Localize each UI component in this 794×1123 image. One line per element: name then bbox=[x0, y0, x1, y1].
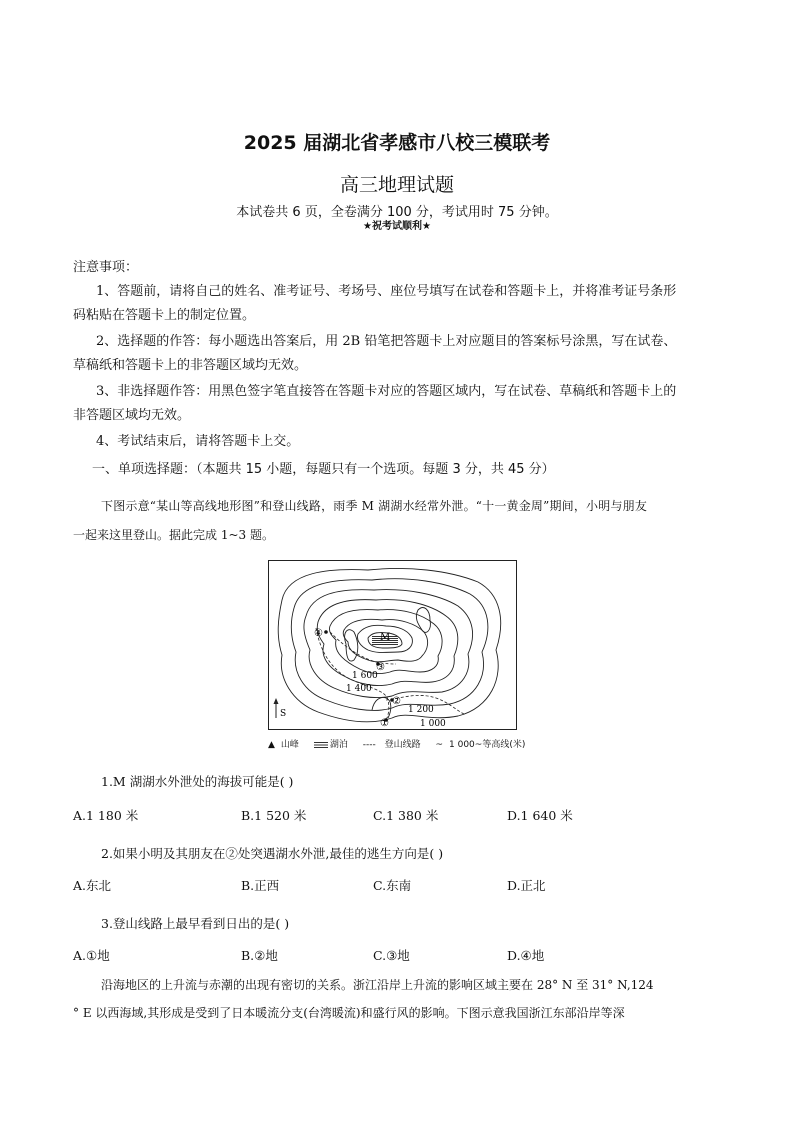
passage-intro-line1: 下图示意“某山等高线地形图”和登山线路，雨季 M 湖湖水经常外泄。“十一黄金周”期间，小明与朋友 bbox=[101, 499, 648, 513]
q2-option-d: D.正北 bbox=[507, 878, 546, 893]
passage-intro-line2: 一起来这里登山。据此完成 1~3 题。 bbox=[73, 528, 274, 542]
notice-item-4: 4、考试结束后，请将答题卡上交。 bbox=[96, 434, 300, 449]
exam-wish: ★祝考试顺利★ bbox=[363, 221, 431, 232]
q1-option-a: A.1 180 米 bbox=[73, 808, 139, 823]
q3-option-d: D.④地 bbox=[507, 948, 545, 963]
contour-map bbox=[268, 560, 517, 730]
point-label-1: ① bbox=[380, 718, 389, 729]
dashed-line-icon: ---- bbox=[362, 740, 376, 750]
q2-option-b: B.正西 bbox=[241, 878, 280, 893]
point-label-4: ④ bbox=[314, 628, 323, 639]
subject-title: 高三地理试题 bbox=[339, 174, 454, 196]
q1-option-d: D.1 640 米 bbox=[507, 808, 573, 823]
notice-item-1: 1、答题前，请将自己的姓名、准考证号、考场号、座位号填写在试卷和答题卡上，并将准考证号条形 bbox=[96, 284, 677, 299]
q2-option-c: C.东南 bbox=[373, 878, 412, 893]
question-1: 1.M 湖湖水外泄处的海拔可能是( ) bbox=[101, 774, 294, 789]
q1-option-b: B.1 520 米 bbox=[241, 808, 307, 823]
q1-option-c: C.1 380 米 bbox=[373, 808, 439, 823]
contour-label-1200: 1 200 bbox=[408, 705, 434, 715]
north-label: S bbox=[280, 709, 287, 719]
notice-item-2-cont: 草稿纸和答题卡上的非答题区域均无效。 bbox=[73, 358, 308, 373]
legend-contour: ~ 1 000~等高线(米) bbox=[435, 740, 526, 750]
exam-info: 本试卷共 6 页，全卷满分 100 分，考试用时 75 分钟。 bbox=[236, 205, 558, 220]
legend-lake: 湖泊 bbox=[314, 740, 354, 750]
q3-option-c: C.③地 bbox=[373, 948, 410, 963]
contour-label-1000: 1 000 bbox=[420, 719, 446, 729]
passage2-line2: ° E 以西海域,其形成是受到了日本暖流分支(台湾暖流)和盛行风的影响。下图示意我国浙江东部沿岸等深 bbox=[73, 1006, 625, 1020]
lake-hatch-icon bbox=[314, 741, 328, 748]
question-2: 2.如果小明及其朋友在②处突遇湖水外泄,最佳的逃生方向是( ) bbox=[101, 846, 444, 861]
point-label-3: ③ bbox=[376, 662, 385, 673]
contour-label-1600: 1 600 bbox=[352, 671, 378, 681]
peak-icon: ▲ bbox=[268, 740, 275, 750]
question-3: 3.登山线路上最早看到日出的是( ) bbox=[101, 916, 290, 931]
exam-title: 2025 届湖北省孝感市八校三模联考 bbox=[243, 132, 551, 154]
notice-item-3-cont: 非答题区域均无效。 bbox=[73, 408, 191, 423]
legend-route: ---- 登山线路 bbox=[362, 740, 421, 750]
notice-heading: 注意事项： bbox=[73, 260, 139, 275]
q2-option-a: A.东北 bbox=[73, 878, 112, 893]
section-heading: 一、单项选择题：（本题共 15 小题，每题只有一个选项。每题 3 分，共 45 分） bbox=[92, 462, 555, 477]
point-label-2: ② bbox=[392, 696, 401, 707]
contour-label-1400: 1 400 bbox=[346, 684, 372, 694]
lake-label: M bbox=[380, 632, 391, 643]
map-legend bbox=[268, 737, 528, 750]
contour-line-icon: ~ bbox=[435, 740, 444, 750]
q3-option-b: B.②地 bbox=[241, 948, 278, 963]
notice-item-3: 3、非选择题作答：用黑色签字笔直接答在答题卡对应的答题区域内，写在试卷、草稿纸和答题卡上的 bbox=[96, 384, 677, 399]
notice-item-2: 2、选择题的作答：每小题选出答案后，用 2B 铅笔把答题卡上对应题目的答案标号涂黑，写在试卷、 bbox=[96, 334, 677, 349]
contour-map-figure bbox=[268, 560, 517, 730]
q3-option-a: A.①地 bbox=[73, 948, 110, 963]
passage2-line1: 沿海地区的上升流与赤潮的出现有密切的关系。浙江沿岸上升流的影响区域主要在 28° N 至 31° N,124 bbox=[101, 978, 654, 992]
notice-item-1-cont: 码粘贴在答题卡上的制定位置。 bbox=[73, 308, 256, 323]
legend-peak: ▲ 山峰 bbox=[268, 740, 299, 750]
